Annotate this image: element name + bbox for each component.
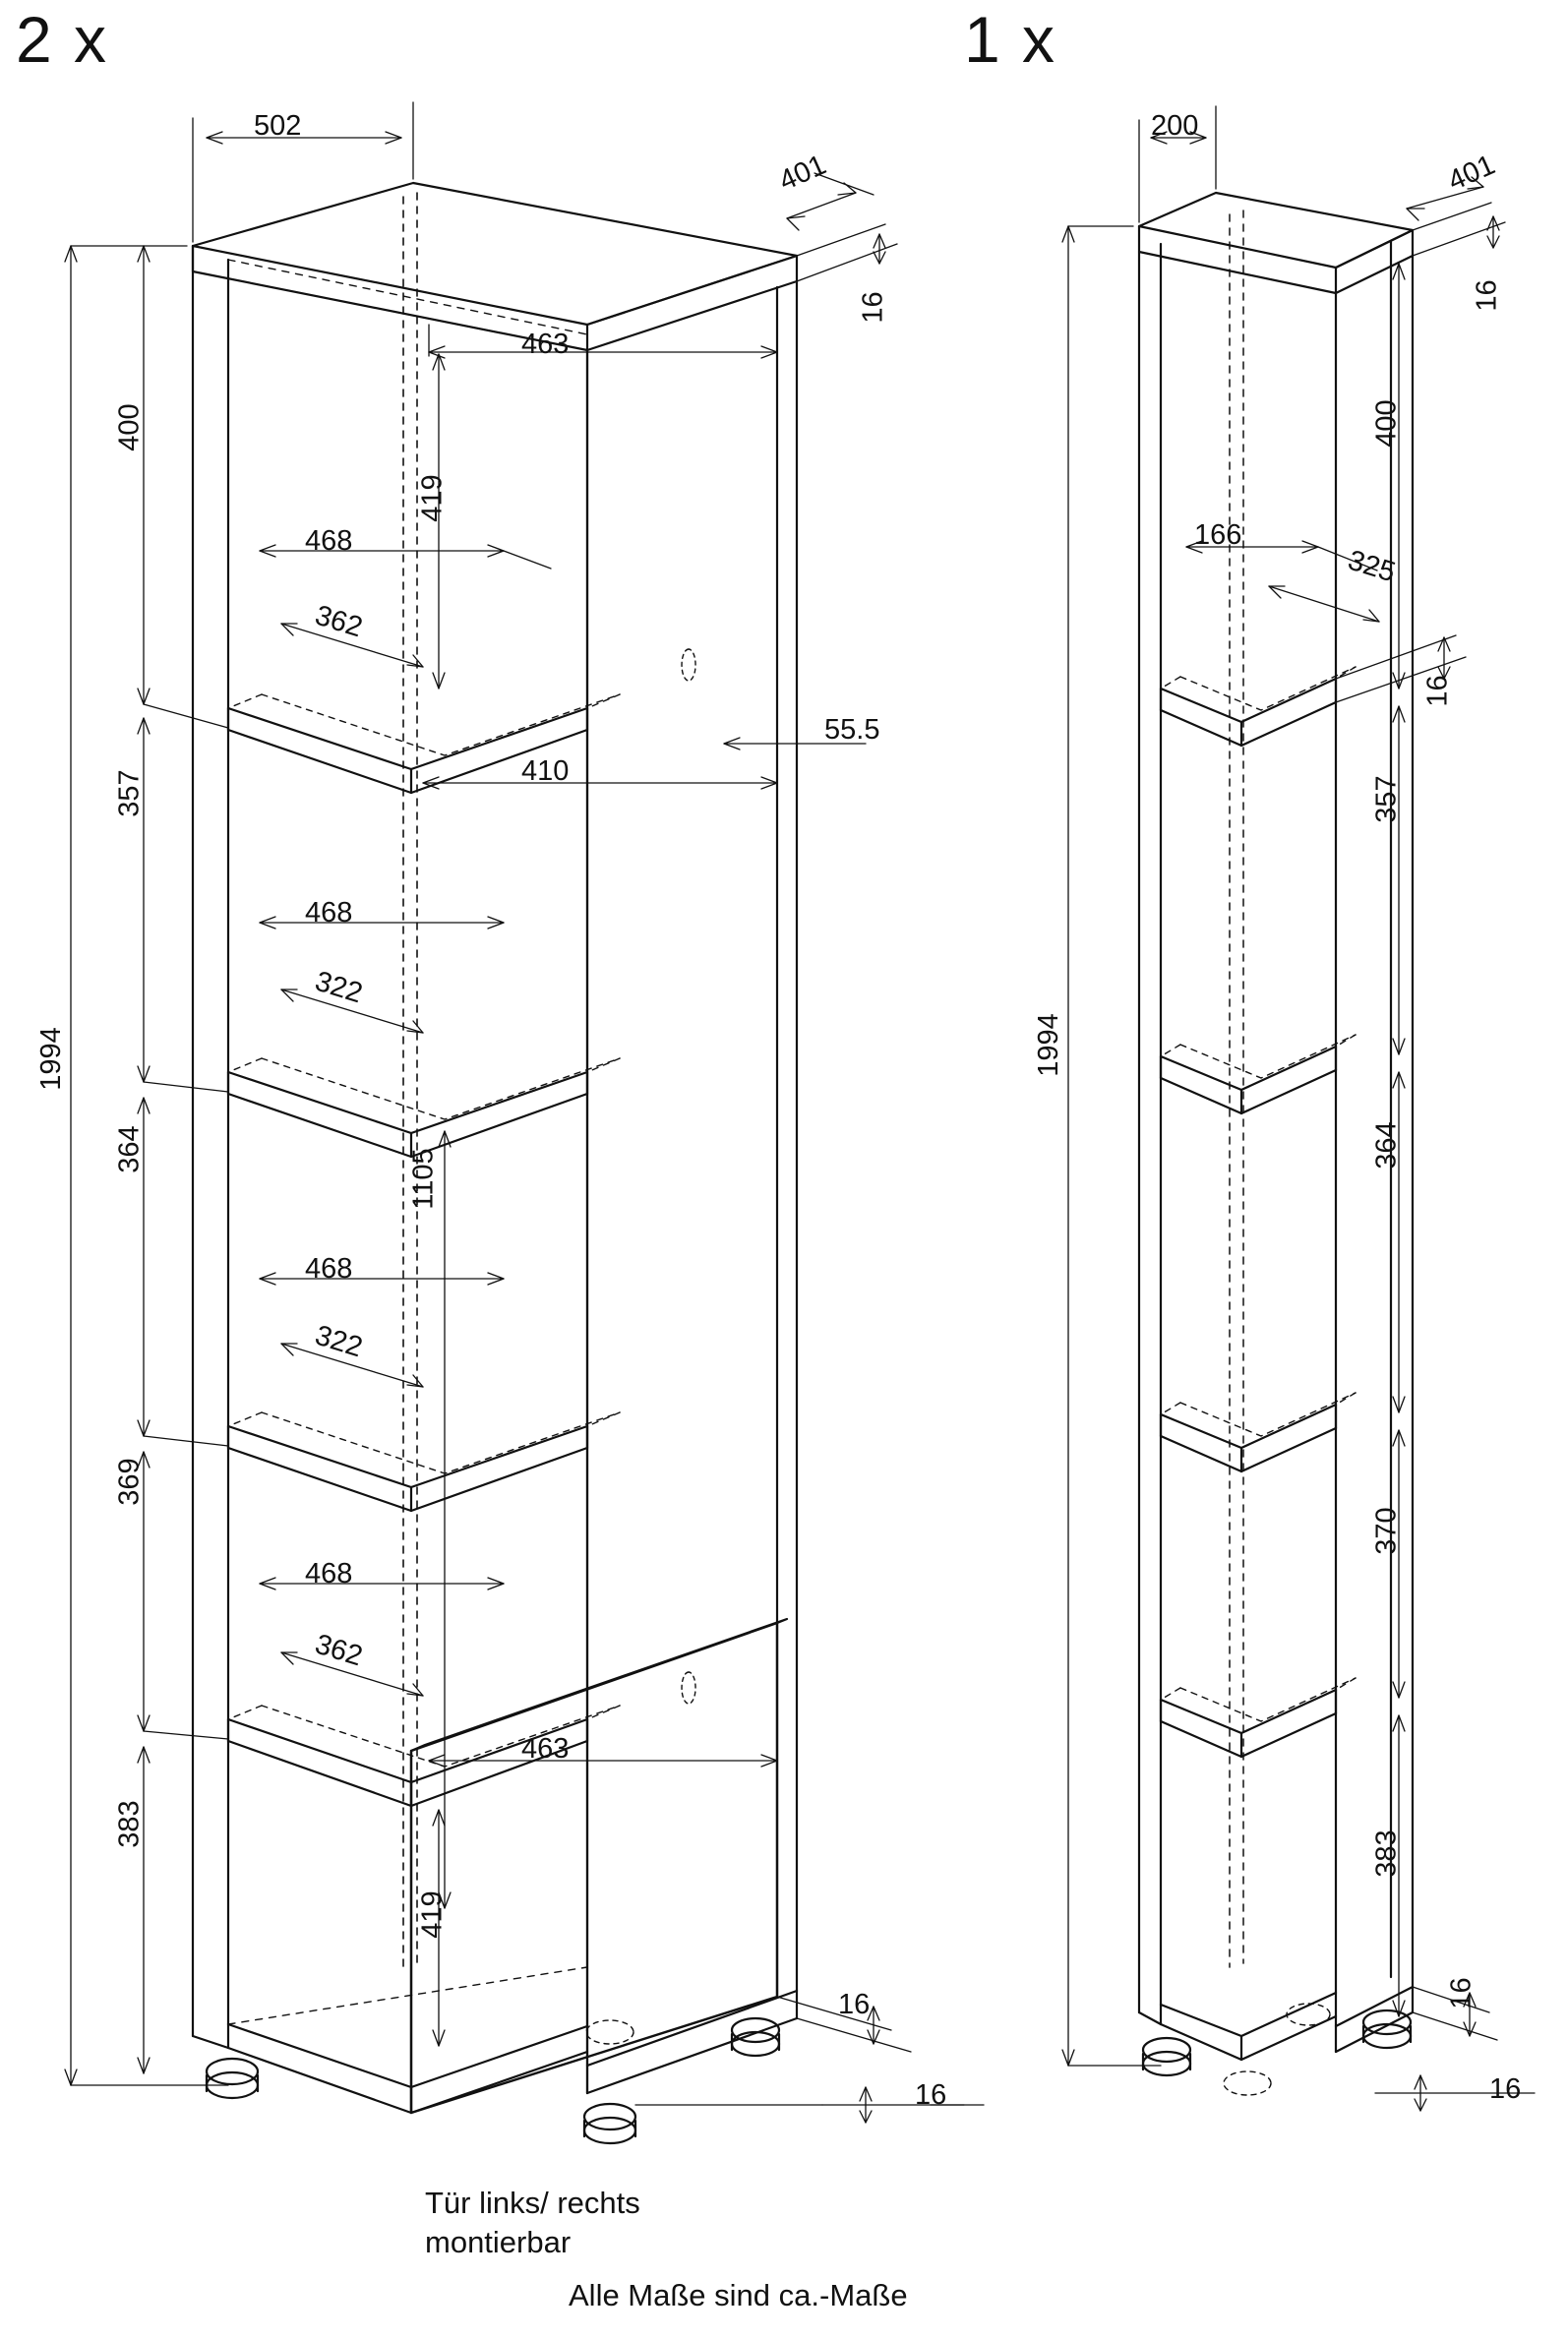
- dim-left-shelf4-depth: 362: [311, 1628, 367, 1673]
- note-door-mounting-line1: Tür links/ rechts: [425, 2186, 640, 2220]
- dim-left-door-height: 1105: [407, 1148, 440, 1210]
- dim-left-overall-height: 1994: [34, 1027, 67, 1091]
- dim-left-door-width: 410: [521, 755, 570, 787]
- dim-right-shelf-width: 166: [1194, 519, 1242, 551]
- dim-right-comp3: 364: [1370, 1121, 1403, 1170]
- quantity-label-left: 2 x: [16, 3, 109, 76]
- dim-right-base-thickness-1: 16: [1445, 1977, 1478, 2009]
- dim-left-comp1: 400: [113, 403, 146, 451]
- dim-left-shelf3-depth: 322: [311, 1319, 367, 1364]
- dim-right-top-depth: 401: [1443, 149, 1500, 198]
- dim-right-shelf-depth: 325: [1344, 544, 1400, 589]
- dim-right-shelf-thickness: 16: [1421, 675, 1454, 707]
- dim-right-comp1: 400: [1370, 399, 1403, 448]
- dim-left-base-thickness-1: 16: [838, 1989, 871, 2020]
- dim-left-inner-top-width: 463: [521, 329, 570, 360]
- dim-left-top-depth: 401: [774, 149, 831, 198]
- dim-left-top-width: 502: [254, 110, 302, 142]
- dim-right-comp2: 357: [1370, 775, 1403, 823]
- dim-left-comp2: 357: [113, 769, 146, 817]
- dim-left-comp4: 369: [113, 1458, 146, 1506]
- dim-left-base-inner-width: 463: [521, 1733, 570, 1765]
- dim-left-shelf3-width: 468: [305, 1253, 353, 1285]
- dim-left-top-thickness: 16: [857, 291, 889, 324]
- dim-left-base-thickness-2: 16: [915, 2079, 947, 2111]
- dim-left-shelf1-depth: 362: [311, 599, 367, 644]
- dim-right-comp5: 383: [1370, 1829, 1403, 1878]
- dim-right-top-thickness: 16: [1471, 279, 1503, 312]
- dim-right-comp4: 370: [1370, 1507, 1403, 1555]
- dim-left-door-offset: 55.5: [824, 714, 880, 746]
- dim-right-base-thickness-2: 16: [1489, 2073, 1522, 2105]
- dim-right-top-width: 200: [1151, 110, 1199, 142]
- note-approximate-measures: Alle Maße sind ca.-Maße: [569, 2278, 908, 2312]
- quantity-label-right: 1 x: [964, 3, 1057, 76]
- dim-right-overall-height: 1994: [1032, 1013, 1064, 1077]
- dim-left-comp3: 364: [113, 1125, 146, 1173]
- dim-left-shelf2-depth: 322: [311, 965, 367, 1010]
- note-door-mounting-line2: montierbar: [425, 2225, 572, 2259]
- dim-left-base-inner-depth: 419: [416, 1890, 449, 1939]
- dim-left-inner-top-depth: 419: [416, 474, 449, 522]
- dim-left-shelf2-width: 468: [305, 897, 353, 929]
- dim-left-comp5: 383: [113, 1800, 146, 1848]
- dim-left-shelf4-width: 468: [305, 1558, 353, 1589]
- dim-left-shelf1-width: 468: [305, 525, 353, 557]
